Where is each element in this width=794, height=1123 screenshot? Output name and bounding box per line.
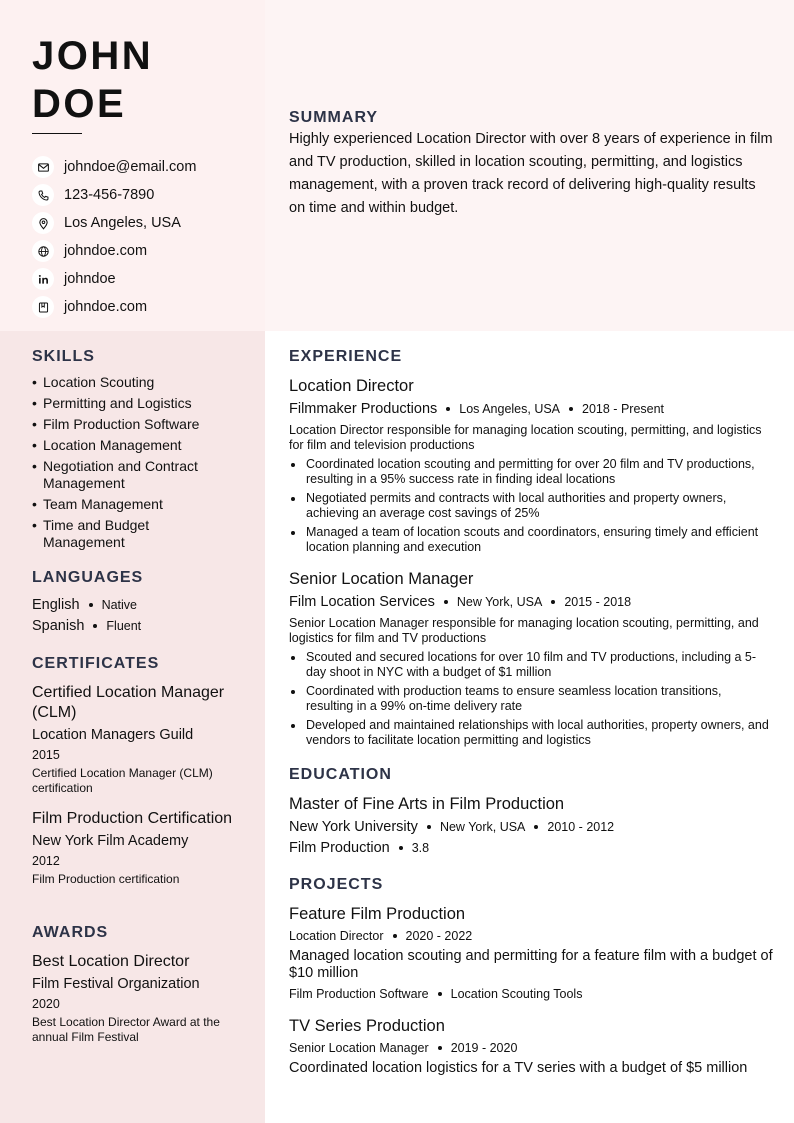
education-field: Film Production bbox=[289, 840, 390, 856]
project-dates: 2020 - 2022 bbox=[405, 929, 473, 943]
job-bullet: Coordinated with production teams to ensure seamless location transitions, resulting in a 99% on-time delivery rate bbox=[289, 684, 769, 714]
skill-item: • Location Management bbox=[32, 437, 232, 454]
job-dates: 2015 - 2018 bbox=[564, 595, 632, 609]
language-item bbox=[32, 594, 252, 615]
language-level: Native bbox=[101, 597, 137, 612]
contact-location bbox=[32, 209, 257, 237]
skill-item: • Negotiation and Contract Management bbox=[32, 458, 232, 492]
name-divider bbox=[32, 133, 82, 134]
job-bullets bbox=[289, 457, 769, 555]
language-name: English bbox=[32, 596, 80, 613]
job-meta bbox=[289, 399, 769, 419]
contact-linkedin-text: johndoe bbox=[64, 271, 116, 287]
contact-portfolio[interactable] bbox=[32, 293, 257, 321]
job-description: Location Director responsible for managing location scouting, permitting, and logistics for film and television productions bbox=[289, 423, 762, 452]
skill-item: • Film Production Software bbox=[32, 416, 232, 433]
certificates-heading: CERTIFICATES bbox=[32, 655, 160, 672]
certificate-year: 2015 bbox=[32, 748, 60, 762]
separator-dot bbox=[569, 407, 573, 411]
phone-icon bbox=[32, 184, 54, 206]
job-company: Filmmaker Productions bbox=[289, 401, 438, 417]
certificate-year: 2012 bbox=[32, 854, 60, 868]
certificate-org: New York Film Academy bbox=[32, 833, 189, 849]
education-gpa: 3.8 bbox=[411, 841, 430, 855]
contact-phone[interactable] bbox=[32, 181, 257, 209]
mail-icon bbox=[32, 156, 54, 178]
separator-dot bbox=[399, 846, 403, 850]
awards-heading: AWARDS bbox=[32, 924, 109, 941]
project-tools bbox=[289, 985, 774, 1003]
project-tool: Location Scouting Tools bbox=[450, 987, 583, 1001]
name-last: DOE bbox=[32, 82, 127, 126]
education-field-row bbox=[289, 838, 769, 858]
project-tool: Film Production Software bbox=[289, 987, 429, 1001]
project-title: TV Series Production bbox=[289, 1017, 445, 1035]
job-location: Los Angeles, USA bbox=[459, 402, 561, 416]
contact-email[interactable] bbox=[32, 153, 257, 181]
job-bullet: Negotiated permits and contracts with local authorities and property owners, achieving an average cost savings of 25% bbox=[289, 491, 769, 521]
separator-dot bbox=[446, 407, 450, 411]
job-bullets bbox=[289, 650, 769, 748]
certificate-desc: Certified Location Manager (CLM) certification bbox=[32, 766, 213, 795]
job-bullet: Developed and maintained relationships with local authorities, property owners, and vendors to facilitate location permitting and logistics bbox=[289, 718, 769, 748]
education-degree: Master of Fine Arts in Film Production bbox=[289, 795, 565, 813]
separator-dot bbox=[438, 992, 442, 996]
job-meta bbox=[289, 592, 769, 612]
separator-dot bbox=[427, 825, 431, 829]
education-item bbox=[289, 794, 769, 858]
job-description: Senior Location Manager responsible for managing location scouting, permitting, and logistics for film and TV productions bbox=[289, 616, 759, 645]
project-meta bbox=[289, 927, 774, 945]
contact-list bbox=[32, 153, 257, 321]
job-location: New York, USA bbox=[456, 595, 543, 609]
education-dates: 2010 - 2012 bbox=[547, 820, 615, 834]
project-role: Senior Location Manager bbox=[289, 1041, 429, 1055]
education-location: New York, USA bbox=[439, 820, 526, 834]
linkedin-icon bbox=[32, 268, 54, 290]
job-title: Location Director bbox=[289, 377, 414, 395]
certificate-org: Location Managers Guild bbox=[32, 727, 194, 743]
contact-portfolio-text: johndoe.com bbox=[64, 299, 148, 315]
certificate-item bbox=[32, 809, 237, 887]
job-bullet: Scouted and secured locations for over 10 film and TV productions, including a 5-day shoot in NYC with a budget of $1 million bbox=[289, 650, 769, 680]
education-heading: EDUCATION bbox=[289, 766, 392, 783]
contact-location-text: Los Angeles, USA bbox=[64, 215, 181, 231]
contact-email-text: johndoe@email.com bbox=[64, 159, 197, 175]
candidate-name bbox=[32, 32, 153, 128]
separator-dot bbox=[89, 603, 93, 607]
job-bullet: Coordinated location scouting and permitting for over 20 film and TV productions, resulting in a 95% success rate in finding ideal locations bbox=[289, 457, 769, 487]
experience-item bbox=[289, 569, 769, 752]
project-description: Coordinated location logistics for a TV series with a budget of $5 million bbox=[289, 1060, 748, 1076]
award-org: Film Festival Organization bbox=[32, 976, 200, 992]
project-description: Managed location scouting and permitting for a feature film with a budget of $10 million bbox=[289, 948, 773, 981]
contact-linkedin[interactable] bbox=[32, 265, 257, 293]
languages-list bbox=[32, 594, 252, 636]
project-dates: 2019 - 2020 bbox=[450, 1041, 518, 1055]
experience-item bbox=[289, 376, 769, 559]
project-title: Feature Film Production bbox=[289, 905, 466, 923]
project-item bbox=[289, 1016, 779, 1077]
skill-item: • Location Scouting bbox=[32, 374, 232, 391]
language-name: Spanish bbox=[32, 617, 85, 634]
project-meta bbox=[289, 1039, 779, 1057]
language-level: Fluent bbox=[106, 618, 142, 633]
location-pin-icon bbox=[32, 212, 54, 234]
separator-dot bbox=[534, 825, 538, 829]
separator-dot bbox=[93, 624, 97, 628]
skill-item: • Time and Budget Management bbox=[32, 517, 232, 551]
job-bullet: Managed a team of location scouts and coordinators, ensuring timely and efficient location planning and execution bbox=[289, 525, 769, 555]
language-item bbox=[32, 615, 252, 636]
project-item bbox=[289, 904, 774, 1003]
separator-dot bbox=[393, 934, 397, 938]
education-school: New York University bbox=[289, 819, 418, 835]
globe-icon bbox=[32, 240, 54, 262]
job-dates: 2018 - Present bbox=[582, 402, 665, 416]
award-year: 2020 bbox=[32, 997, 60, 1011]
summary-heading: SUMMARY bbox=[289, 109, 379, 126]
separator-dot bbox=[444, 600, 448, 604]
skills-list bbox=[32, 374, 232, 555]
certificate-desc: Film Production certification bbox=[32, 872, 180, 886]
separator-dot bbox=[551, 600, 555, 604]
job-company: Film Location Services bbox=[289, 594, 435, 610]
languages-heading: LANGUAGES bbox=[32, 569, 144, 586]
experience-heading: EXPERIENCE bbox=[289, 348, 403, 365]
certificate-item bbox=[32, 683, 237, 796]
award-title: Best Location Director bbox=[32, 953, 190, 970]
skills-heading: SKILLS bbox=[32, 348, 95, 365]
separator-dot bbox=[438, 1046, 442, 1050]
skill-item: • Team Management bbox=[32, 496, 232, 513]
job-title: Senior Location Manager bbox=[289, 570, 474, 588]
projects-heading: PROJECTS bbox=[289, 876, 384, 893]
summary-text: Highly experienced Location Director with over 8 years of experience in film and TV production, skilled in location scouting, permitting, and logistics management, with a proven track record of delivering high-quality results on time and within budget. bbox=[289, 131, 773, 216]
bookmark-icon bbox=[32, 296, 54, 318]
contact-website[interactable] bbox=[32, 237, 257, 265]
project-role: Location Director bbox=[289, 929, 384, 943]
skill-item: • Permitting and Logistics bbox=[32, 395, 232, 412]
certificate-title: Certified Location Manager (CLM) bbox=[32, 684, 225, 721]
education-meta bbox=[289, 817, 769, 837]
contact-phone-text: 123-456-7890 bbox=[64, 187, 155, 203]
name-first: JOHN bbox=[32, 34, 154, 78]
contact-website-text: johndoe.com bbox=[64, 243, 148, 259]
award-desc: Best Location Director Award at the annual Film Festival bbox=[32, 1015, 220, 1044]
certificate-title: Film Production Certification bbox=[32, 810, 233, 827]
award-item bbox=[32, 952, 237, 1045]
